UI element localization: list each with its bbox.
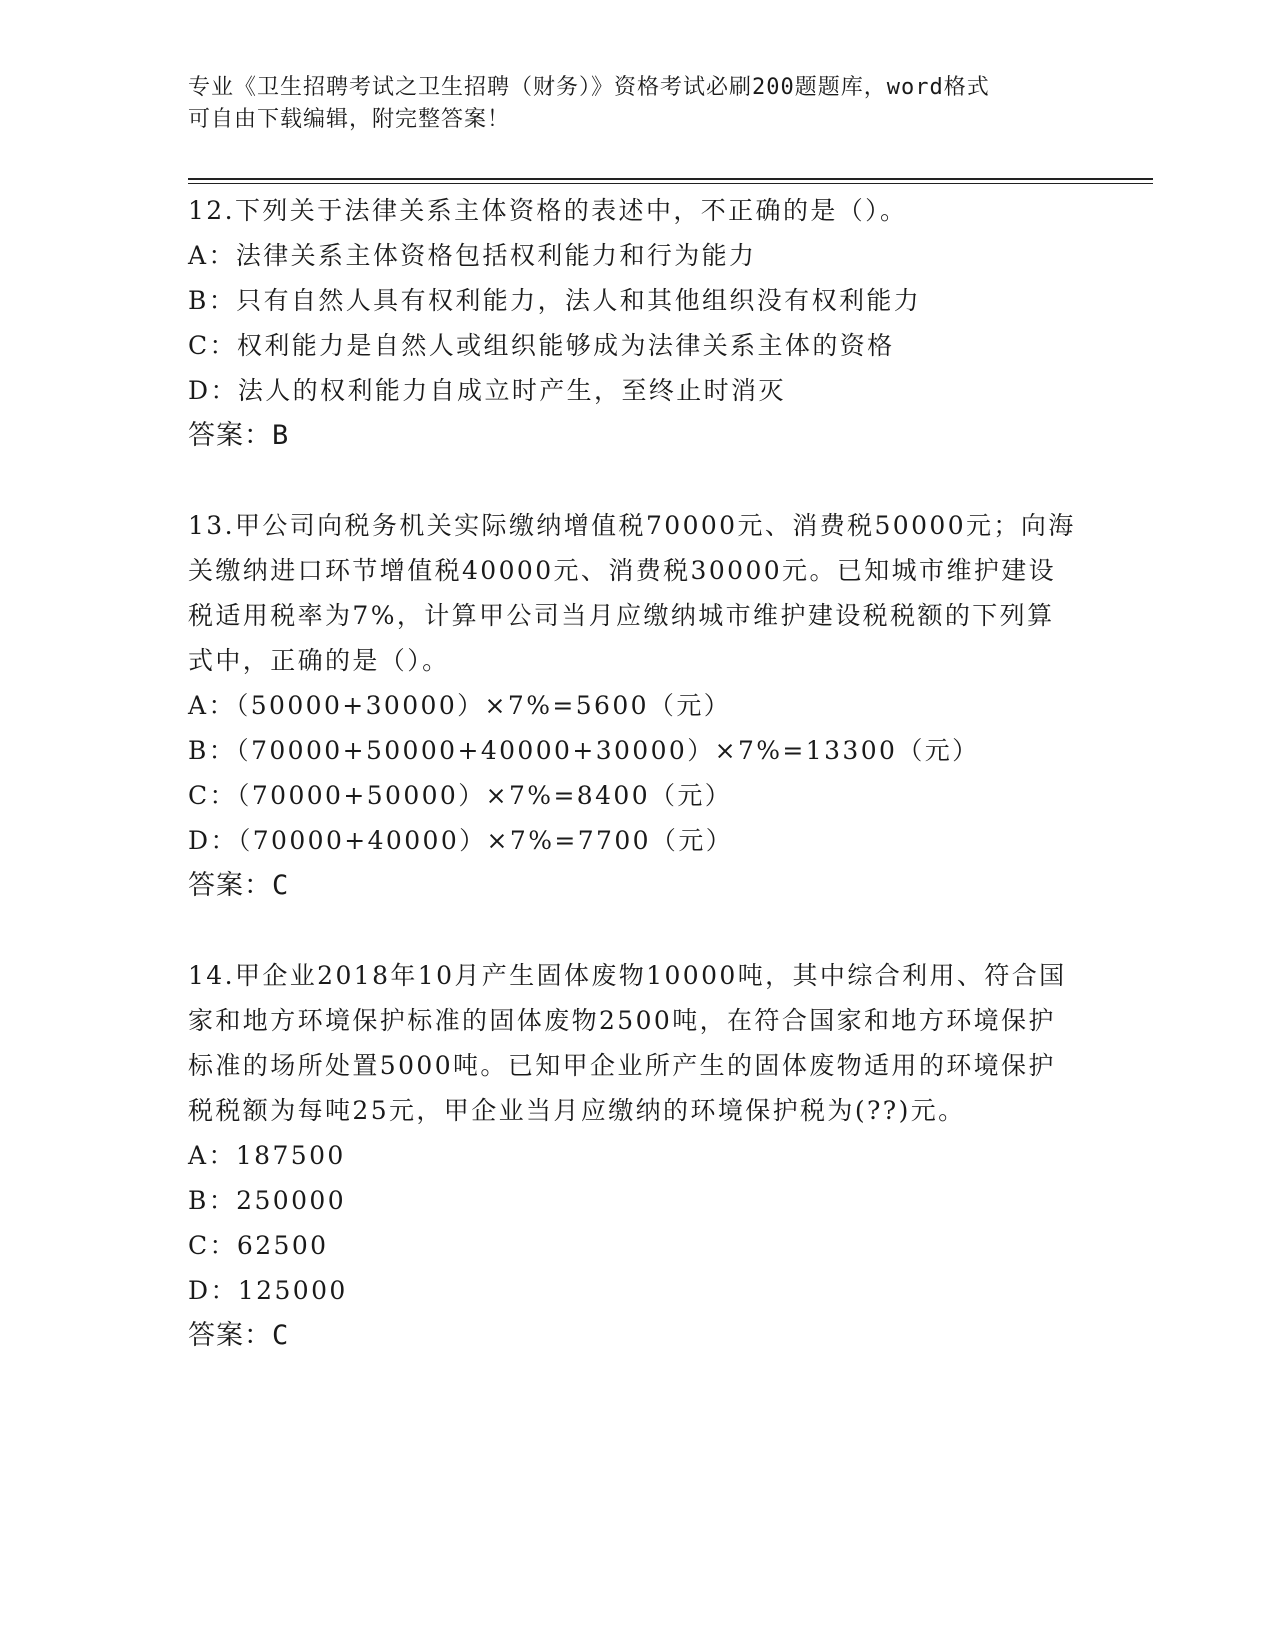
option-b: B：250000	[188, 1186, 347, 1215]
header-line-1: 专业《卫生招聘考试之卫生招聘（财务）》资格考试必刷200题题库，word格式	[188, 75, 990, 100]
option-b: B：（70000+50000+40000+30000）×7%=13300（元）	[188, 736, 980, 765]
option-d: D：125000	[188, 1276, 348, 1305]
question-spacer	[188, 908, 1078, 953]
header-line-2: 可自由下载编辑，附完整答案！	[188, 107, 511, 132]
option-c: C：（70000+50000）×7%=8400（元）	[188, 781, 733, 810]
document-header	[188, 72, 1068, 136]
header-divider-thin	[188, 183, 1153, 184]
header-divider-thick	[188, 178, 1153, 180]
question-stem: 12.下列关于法律关系主体资格的表述中，不正确的是（）。	[188, 196, 908, 225]
question-13	[188, 503, 1078, 908]
answer-label: 答案：B	[188, 420, 290, 451]
answer-label: 答案：C	[188, 1320, 290, 1351]
question-14	[188, 953, 1078, 1358]
question-list	[188, 188, 1078, 1358]
option-b: B：只有自然人具有权利能力，法人和其他组织没有权利能力	[188, 286, 922, 315]
option-d: D：法人的权利能力自成立时产生，至终止时消灭	[188, 376, 786, 405]
option-d: D：（70000+40000）×7%=7700（元）	[188, 826, 734, 855]
question-stem: 13.甲公司向税务机关实际缴纳增值税70000元、消费税50000元；向海关缴纳进口环节增值税40000元、消费税30000元。已知城市维护建设税适用税率为7%，计算甲公司当月应缴纳城市维护建设税税额的下列算式中，正确的是（）。	[188, 511, 1076, 675]
option-a: A：（50000+30000）×7%=5600（元）	[188, 691, 732, 720]
option-c: C：62500	[188, 1231, 329, 1260]
answer-label: 答案：C	[188, 870, 290, 901]
question-stem: 14.甲企业2018年10月产生固体废物10000吨，其中综合利用、符合国家和地方环境保护标准的固体废物2500吨，在符合国家和地方环境保护标准的场所处置5000吨。已知甲企业所产生的固体废物适用的环境保护税税额为每吨25元，甲企业当月应缴纳的环境保护税为(??)元。	[188, 961, 1067, 1125]
option-c: C：权利能力是自然人或组织能够成为法律关系主体的资格	[188, 331, 895, 360]
question-12	[188, 188, 1078, 458]
option-a: A：法律关系主体资格包括权利能力和行为能力	[188, 241, 757, 270]
question-spacer	[188, 458, 1078, 503]
option-a: A：187500	[188, 1141, 346, 1170]
